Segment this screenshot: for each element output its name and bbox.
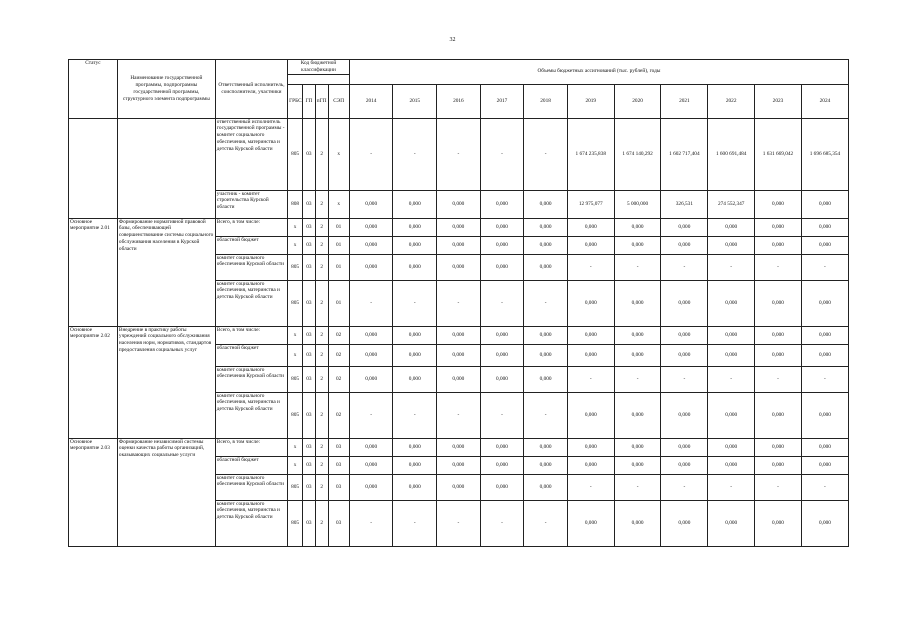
row-value: 0,000 — [614, 438, 661, 456]
row-executor: областной бюджет — [215, 344, 287, 366]
row-code: 03 — [303, 118, 316, 190]
row-value: 0,000 — [708, 500, 755, 546]
row-value: 0,000 — [755, 456, 802, 474]
row-value: - — [393, 118, 437, 190]
header-year: 2018 — [524, 84, 568, 118]
row-value: - — [801, 366, 848, 392]
header-code-col: ГП — [303, 84, 316, 118]
header-year: 2021 — [661, 84, 708, 118]
row-value: - — [349, 392, 393, 438]
budget-table — [68, 59, 849, 547]
row-value: 0,000 — [393, 326, 437, 344]
row-value: - — [801, 474, 848, 500]
row-code: 02 — [328, 392, 349, 438]
row-value: - — [801, 254, 848, 280]
page-number: 32 — [449, 37, 456, 43]
row-value: 0,000 — [567, 456, 614, 474]
row-value: 0,000 — [708, 326, 755, 344]
row-value: - — [614, 474, 661, 500]
row-value: 0,000 — [437, 218, 481, 236]
row-value: 12 975,077 — [567, 190, 614, 218]
row-value: - — [480, 392, 524, 438]
row-value: 0,000 — [393, 438, 437, 456]
row-value: - — [437, 392, 481, 438]
row-code: х — [328, 190, 349, 218]
row-code: 805 — [288, 366, 303, 392]
row-executor: комитет социального обеспечения, материнства и детства Курской области — [215, 392, 287, 438]
row-value: 1 674 235,838 — [567, 118, 614, 190]
table-row — [69, 118, 849, 190]
row-value: 0,000 — [349, 218, 393, 236]
row-status: Основное мероприятие 2.02 — [69, 326, 118, 438]
row-code: х — [288, 326, 303, 344]
row-value: 0,000 — [801, 392, 848, 438]
row-value: 0,000 — [755, 344, 802, 366]
row-code: 03 — [303, 326, 316, 344]
row-code: 03 — [303, 392, 316, 438]
row-code: 2 — [315, 456, 328, 474]
row-value: 0,000 — [437, 236, 481, 254]
row-executor: комитет социального обеспечения Курской области — [215, 254, 287, 280]
row-value: 0,000 — [567, 280, 614, 326]
row-executor: Всего, в том числе: — [215, 218, 287, 236]
row-value: 0,000 — [480, 326, 524, 344]
row-value: 0,000 — [755, 280, 802, 326]
row-value: 0,000 — [801, 500, 848, 546]
row-executor: областной бюджет — [215, 236, 287, 254]
row-executor: комитет социального обеспечения Курской области — [215, 366, 287, 392]
row-value: 0,000 — [801, 280, 848, 326]
row-name — [117, 118, 215, 218]
row-status: Основное мероприятие 2.03 — [69, 438, 118, 546]
row-value: - — [661, 366, 708, 392]
row-value: 1 602 717,404 — [661, 118, 708, 190]
row-value: 0,000 — [480, 344, 524, 366]
row-value: - — [524, 500, 568, 546]
row-value: - — [393, 280, 437, 326]
row-value: 0,000 — [567, 236, 614, 254]
row-value: - — [437, 500, 481, 546]
row-value: 0,000 — [801, 190, 848, 218]
row-value: - — [480, 500, 524, 546]
row-code: 805 — [288, 392, 303, 438]
row-value: 1 631 669,042 — [755, 118, 802, 190]
row-value: 0,000 — [661, 456, 708, 474]
row-value: 1 696 685,354 — [801, 118, 848, 190]
row-value: 0,000 — [437, 474, 481, 500]
row-value: 0,000 — [524, 326, 568, 344]
row-code: 03 — [303, 236, 316, 254]
row-value: 0,000 — [349, 474, 393, 500]
row-value: 0,000 — [755, 218, 802, 236]
row-code: 03 — [303, 456, 316, 474]
table-header — [69, 60, 849, 119]
table-row — [69, 218, 849, 236]
row-value: 0,000 — [614, 236, 661, 254]
row-code: 805 — [288, 118, 303, 190]
row-value: - — [393, 392, 437, 438]
row-code: 2 — [315, 218, 328, 236]
row-value: 0,000 — [567, 344, 614, 366]
row-code: 805 — [288, 254, 303, 280]
row-value: 0,000 — [755, 392, 802, 438]
row-value: 0,000 — [437, 190, 481, 218]
row-code: 808 — [288, 190, 303, 218]
row-value: - — [524, 392, 568, 438]
row-code: 03 — [303, 344, 316, 366]
row-value: 0,000 — [393, 366, 437, 392]
row-value: 0,000 — [755, 190, 802, 218]
row-value: 0,000 — [567, 218, 614, 236]
row-value: 0,000 — [480, 190, 524, 218]
row-executor: комитет социального обеспечения Курской области — [215, 474, 287, 500]
row-code: 03 — [303, 280, 316, 326]
row-value: 1 600 691,484 — [708, 118, 755, 190]
row-value: - — [567, 254, 614, 280]
row-value: 0,000 — [567, 392, 614, 438]
row-code: 01 — [328, 254, 349, 280]
row-code: 03 — [303, 500, 316, 546]
row-value: 0,000 — [437, 344, 481, 366]
header-code-col: СЭП — [328, 84, 349, 118]
header-year: 2019 — [567, 84, 614, 118]
row-code: 2 — [315, 344, 328, 366]
row-value: 0,000 — [708, 280, 755, 326]
row-executor: комитет социального обеспечения, материнства и детства Курской области — [215, 500, 287, 546]
row-value: 0,000 — [524, 456, 568, 474]
row-value: - — [349, 118, 393, 190]
row-code: 2 — [315, 254, 328, 280]
row-value: - — [614, 254, 661, 280]
row-value: 0,000 — [349, 438, 393, 456]
row-value: 0,000 — [524, 438, 568, 456]
header-year: 2024 — [801, 84, 848, 118]
row-value: - — [437, 280, 481, 326]
row-value: 0,000 — [524, 190, 568, 218]
row-value: 0,000 — [614, 218, 661, 236]
row-value: 0,000 — [349, 190, 393, 218]
row-value: 0,000 — [801, 326, 848, 344]
row-value: 0,000 — [661, 344, 708, 366]
row-code: 805 — [288, 474, 303, 500]
row-value: - — [708, 254, 755, 280]
row-code: 2 — [315, 236, 328, 254]
row-value: 0,000 — [437, 254, 481, 280]
row-value: 0,000 — [708, 456, 755, 474]
row-code: 03 — [303, 218, 316, 236]
row-value: 0,000 — [661, 438, 708, 456]
row-value: 0,000 — [349, 366, 393, 392]
row-executor: комитет социального обеспечения, материнства и детства Курской области — [215, 280, 287, 326]
row-value: 0,000 — [661, 392, 708, 438]
row-value: - — [524, 118, 568, 190]
row-value: 274 552,347 — [708, 190, 755, 218]
row-code: 805 — [288, 500, 303, 546]
row-value: 0,000 — [801, 456, 848, 474]
row-status — [69, 118, 118, 218]
row-code: 02 — [328, 344, 349, 366]
row-value: 0,000 — [437, 438, 481, 456]
row-value: - — [349, 280, 393, 326]
row-code: х — [288, 236, 303, 254]
row-value: - — [661, 254, 708, 280]
row-value: - — [708, 474, 755, 500]
row-executor: участник - комитет строительства Курской области — [215, 190, 287, 218]
row-code: 03 — [303, 474, 316, 500]
row-value: 0,000 — [437, 326, 481, 344]
row-value: 0,000 — [393, 218, 437, 236]
row-value: 0,000 — [708, 392, 755, 438]
header-executor: Ответственный исполнитель, соисполнители, участники — [215, 60, 287, 119]
row-code: 03 — [303, 190, 316, 218]
header-status: Статус — [69, 60, 118, 119]
row-value: 0,000 — [480, 254, 524, 280]
header-volumes: Объемы бюджетных ассигнований (тыс. рублей), годы — [349, 60, 848, 85]
row-value: 0,000 — [524, 366, 568, 392]
row-value: 0,000 — [349, 254, 393, 280]
row-value: 0,000 — [349, 236, 393, 254]
row-value: - — [567, 366, 614, 392]
row-value: 0,000 — [480, 438, 524, 456]
row-value: 0,000 — [349, 326, 393, 344]
row-value: - — [349, 500, 393, 546]
row-code: 2 — [315, 366, 328, 392]
row-value: 0,000 — [614, 500, 661, 546]
row-value: 0,000 — [480, 366, 524, 392]
header-year: 2017 — [480, 84, 524, 118]
header-year: 2023 — [755, 84, 802, 118]
row-value: 0,000 — [614, 456, 661, 474]
row-value: 0,000 — [349, 344, 393, 366]
row-value: 0,000 — [755, 236, 802, 254]
row-value: - — [755, 474, 802, 500]
row-name: Внедрение в практику работы учреждений социального обслуживания населения норм, нормативов, стандартов предоставления социальных услуг — [117, 326, 215, 438]
row-value: 0,000 — [393, 474, 437, 500]
row-code: 03 — [303, 254, 316, 280]
row-value: 0,000 — [801, 438, 848, 456]
row-status: Основное мероприятие 2.01 — [69, 218, 118, 326]
row-value: 0,000 — [661, 500, 708, 546]
row-value: 0,000 — [755, 500, 802, 546]
row-executor: Всего, в том числе: — [215, 438, 287, 456]
row-value: 0,000 — [480, 218, 524, 236]
header-budget-code-spacer — [288, 74, 350, 84]
row-value: - — [755, 254, 802, 280]
table-body — [69, 118, 849, 546]
row-value: 0,000 — [393, 254, 437, 280]
row-code: 2 — [315, 190, 328, 218]
header-name: Наименование государственной программы, подпрограммы государственной программы, структурного элемента подпрограммы — [117, 60, 215, 119]
row-value: 0,000 — [708, 344, 755, 366]
row-code: 03 — [303, 366, 316, 392]
row-value: - — [480, 280, 524, 326]
row-value: 0,000 — [708, 218, 755, 236]
row-value: 0,000 — [393, 344, 437, 366]
row-value: - — [614, 366, 661, 392]
row-name: Формирование нормативной правовой базы, обеспечивающей совершенствование системы социального обслуживания населения в Курской области — [117, 218, 215, 326]
row-code: х — [288, 438, 303, 456]
row-value: 0,000 — [661, 218, 708, 236]
row-value: 0,000 — [524, 218, 568, 236]
row-value: - — [755, 366, 802, 392]
row-value: 0,000 — [349, 456, 393, 474]
header-year: 2015 — [393, 84, 437, 118]
row-code: 805 — [288, 280, 303, 326]
row-code: 2 — [315, 500, 328, 546]
row-value: 5 000,000 — [614, 190, 661, 218]
row-code: 03 — [328, 500, 349, 546]
row-value: 0,000 — [567, 500, 614, 546]
row-value: 0,000 — [393, 236, 437, 254]
row-value: 0,000 — [755, 438, 802, 456]
row-value: 0,000 — [393, 190, 437, 218]
header-year: 2022 — [708, 84, 755, 118]
row-code: х — [328, 118, 349, 190]
row-value: 0,000 — [614, 344, 661, 366]
row-value: 0,000 — [437, 366, 481, 392]
row-name: Формирование независимой системы оценки качества работы организаций, оказывающих социальные услуги — [117, 438, 215, 546]
row-code: х — [288, 456, 303, 474]
row-code: 01 — [328, 280, 349, 326]
row-value: 0,000 — [801, 344, 848, 366]
row-value: 0,000 — [480, 236, 524, 254]
header-budget-code: Код бюджетной классификации — [288, 60, 350, 75]
row-executor: областной бюджет — [215, 456, 287, 474]
row-value: 0,000 — [661, 326, 708, 344]
table-row — [69, 438, 849, 456]
row-value: 0,000 — [480, 474, 524, 500]
row-value: 0,000 — [614, 280, 661, 326]
row-value: 0,000 — [567, 326, 614, 344]
header-code-col: ГРБС — [288, 84, 303, 118]
row-code: 02 — [328, 326, 349, 344]
row-value: 0,000 — [661, 236, 708, 254]
row-value: 0,000 — [524, 236, 568, 254]
row-value: - — [661, 474, 708, 500]
row-value: 0,000 — [567, 438, 614, 456]
row-value: - — [567, 474, 614, 500]
row-code: 2 — [315, 326, 328, 344]
row-value: 0,000 — [708, 438, 755, 456]
row-value: 0,000 — [480, 456, 524, 474]
row-value: 0,000 — [614, 392, 661, 438]
row-value: 0,000 — [755, 326, 802, 344]
row-executor: ответственный исполнитель государственной программы - комитет социального обеспечения, материнства и детства Курской области — [215, 118, 287, 190]
row-code: 2 — [315, 280, 328, 326]
row-value: 0,000 — [801, 218, 848, 236]
row-code: 03 — [328, 474, 349, 500]
row-code: 03 — [303, 438, 316, 456]
row-code: 2 — [315, 392, 328, 438]
row-code: 02 — [328, 366, 349, 392]
row-value: 0,000 — [708, 236, 755, 254]
row-value: - — [480, 118, 524, 190]
row-code: 03 — [328, 438, 349, 456]
row-value: 0,000 — [614, 326, 661, 344]
header-year: 2016 — [437, 84, 481, 118]
row-value: - — [708, 366, 755, 392]
row-code: х — [288, 344, 303, 366]
row-code: 01 — [328, 218, 349, 236]
row-value: - — [437, 118, 481, 190]
header-year: 2020 — [614, 84, 661, 118]
row-value: 0,000 — [801, 236, 848, 254]
row-value: 0,000 — [661, 280, 708, 326]
row-code: 03 — [328, 456, 349, 474]
row-value: 0,000 — [524, 254, 568, 280]
row-value: 0,000 — [524, 344, 568, 366]
row-executor: Всего, в том числе: — [215, 326, 287, 344]
row-code: 01 — [328, 236, 349, 254]
row-value: - — [524, 280, 568, 326]
row-value: 1 674 140,292 — [614, 118, 661, 190]
row-value: 326,531 — [661, 190, 708, 218]
header-year: 2014 — [349, 84, 393, 118]
table-row — [69, 326, 849, 344]
row-code: 2 — [315, 118, 328, 190]
row-value: 0,000 — [524, 474, 568, 500]
row-value: 0,000 — [393, 456, 437, 474]
row-code: х — [288, 218, 303, 236]
row-value: 0,000 — [437, 456, 481, 474]
row-code: 2 — [315, 438, 328, 456]
row-value: - — [393, 500, 437, 546]
row-code: 2 — [315, 474, 328, 500]
header-code-col: пГП — [315, 84, 328, 118]
